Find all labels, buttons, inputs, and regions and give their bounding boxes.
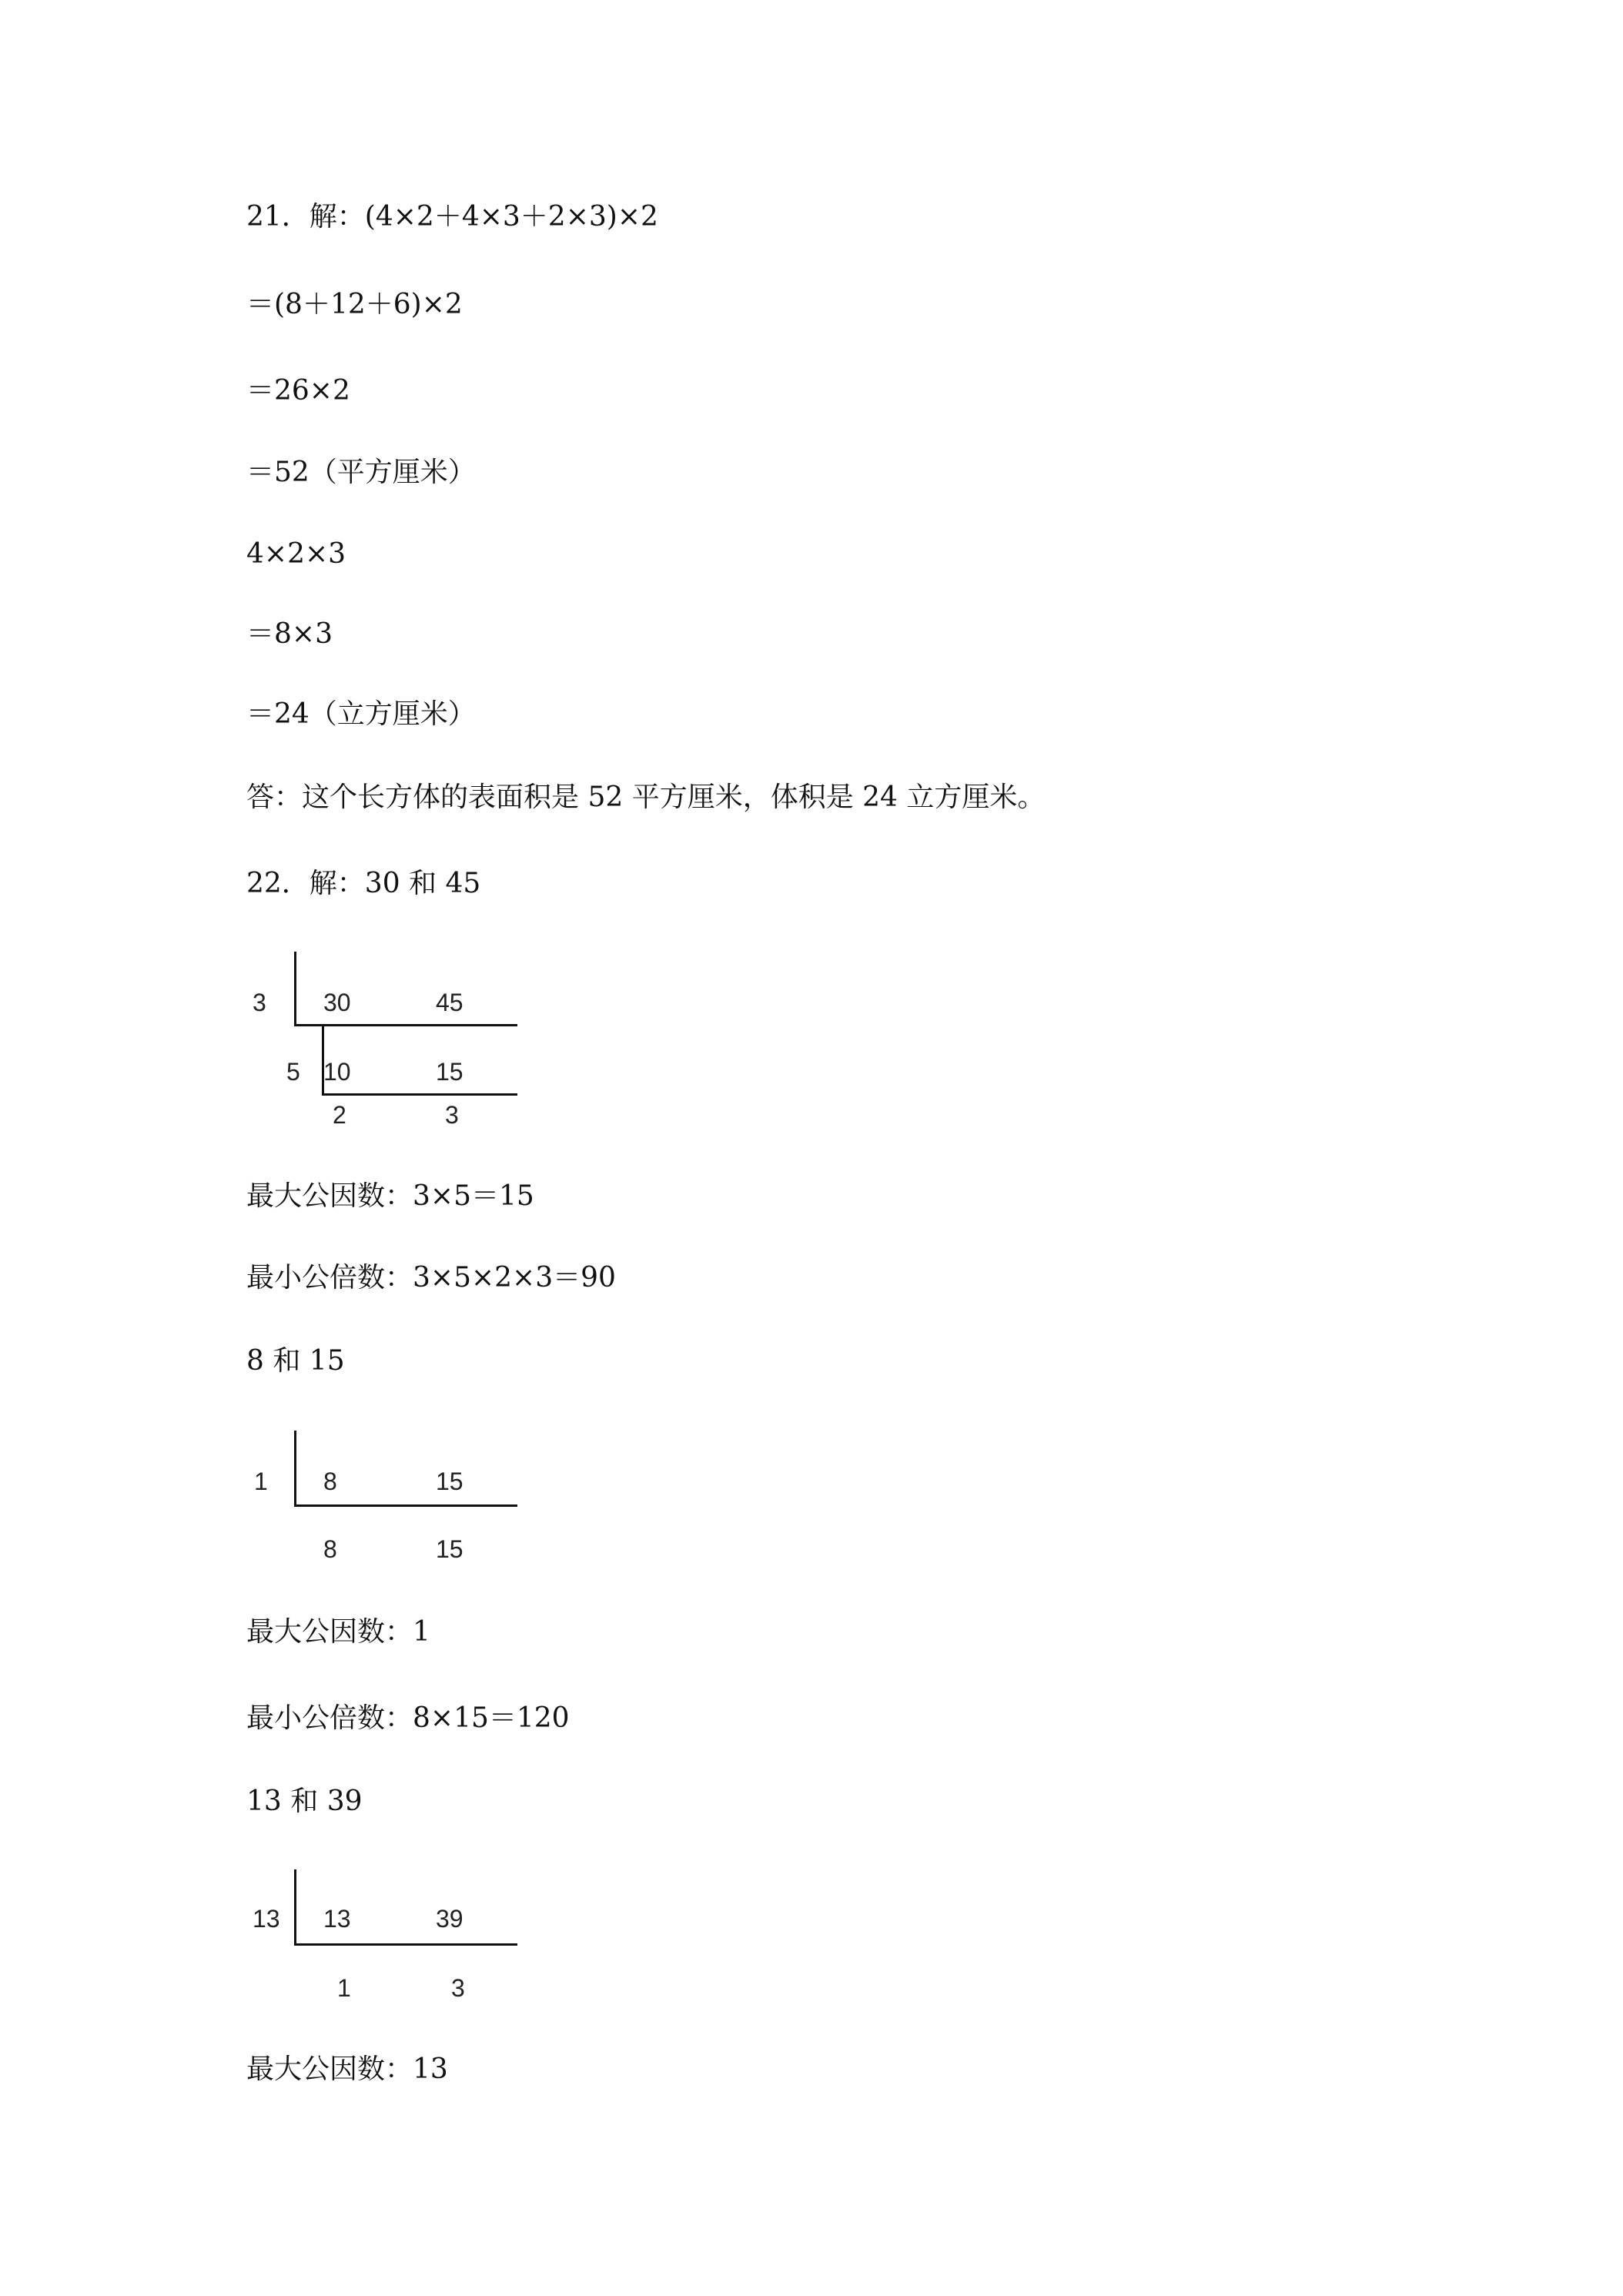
ladder-dividend: 45 xyxy=(436,989,463,1016)
q21-step-4: 4×2×3 xyxy=(246,538,346,570)
ladder-dividend: 10 xyxy=(323,1058,351,1086)
ladder-horizontal-rule xyxy=(322,1093,517,1096)
division-ladder-8-15 xyxy=(246,1431,539,1569)
q22-gcd-3: 最大公因数：13 xyxy=(246,2053,448,2085)
q22-pair-2: 8 和 15 xyxy=(246,1345,345,1377)
q22-lcm-2: 最小公倍数：8×15＝120 xyxy=(246,1702,570,1734)
q21-step-1: ＝(8＋12＋6)×2 xyxy=(246,289,463,320)
ladder-dividend: 39 xyxy=(436,1905,463,1933)
q22-gcd-1: 最大公因数：3×5＝15 xyxy=(246,1180,534,1212)
q22-lcm-1: 最小公倍数：3×5×2×3＝90 xyxy=(246,1262,616,1294)
division-ladder-30-45 xyxy=(246,952,539,1136)
ladder-divisor: 5 xyxy=(286,1058,300,1086)
ladder-quotient: 3 xyxy=(451,1974,465,2002)
ladder-vertical-rule xyxy=(294,1869,296,1945)
q21-step-3: ＝52（平方厘米） xyxy=(246,457,476,488)
ladder-divisor: 1 xyxy=(254,1468,268,1495)
q21-answer: 答：这个长方体的表面积是 52 平方厘米，体积是 24 立方厘米。 xyxy=(246,782,1046,813)
q22-pair-3: 13 和 39 xyxy=(246,1786,363,1817)
ladder-horizontal-rule xyxy=(294,1024,517,1026)
q21-step-2: ＝26×2 xyxy=(246,375,350,407)
ladder-horizontal-rule xyxy=(294,1504,517,1507)
ladder-quotient: 8 xyxy=(323,1535,337,1563)
ladder-dividend: 13 xyxy=(323,1905,351,1933)
ladder-divisor: 13 xyxy=(253,1905,280,1933)
ladder-dividend: 15 xyxy=(436,1058,463,1086)
ladder-vertical-rule xyxy=(294,1431,296,1506)
ladder-quotient: 15 xyxy=(436,1535,463,1563)
ladder-dividend: 8 xyxy=(323,1468,337,1495)
ladder-vertical-rule xyxy=(294,952,296,1026)
ladder-dividend: 15 xyxy=(436,1468,463,1495)
ladder-dividend: 30 xyxy=(323,989,351,1016)
ladder-horizontal-rule xyxy=(294,1943,517,1946)
q22-heading: 22．解：30 和 45 xyxy=(246,868,481,899)
q21-step-5: ＝8×3 xyxy=(246,618,333,650)
ladder-quotient: 1 xyxy=(337,1974,351,2002)
ladder-quotient: 3 xyxy=(445,1101,459,1129)
ladder-divisor: 3 xyxy=(253,989,266,1016)
q21-step-6: ＝24（立方厘米） xyxy=(246,698,476,730)
ladder-quotient: 2 xyxy=(333,1101,346,1129)
q22-gcd-2: 最大公因数：1 xyxy=(246,1616,430,1648)
division-ladder-13-39 xyxy=(246,1869,539,2008)
q21-heading: 21．解：(4×2＋4×3＋2×3)×2 xyxy=(246,201,658,233)
